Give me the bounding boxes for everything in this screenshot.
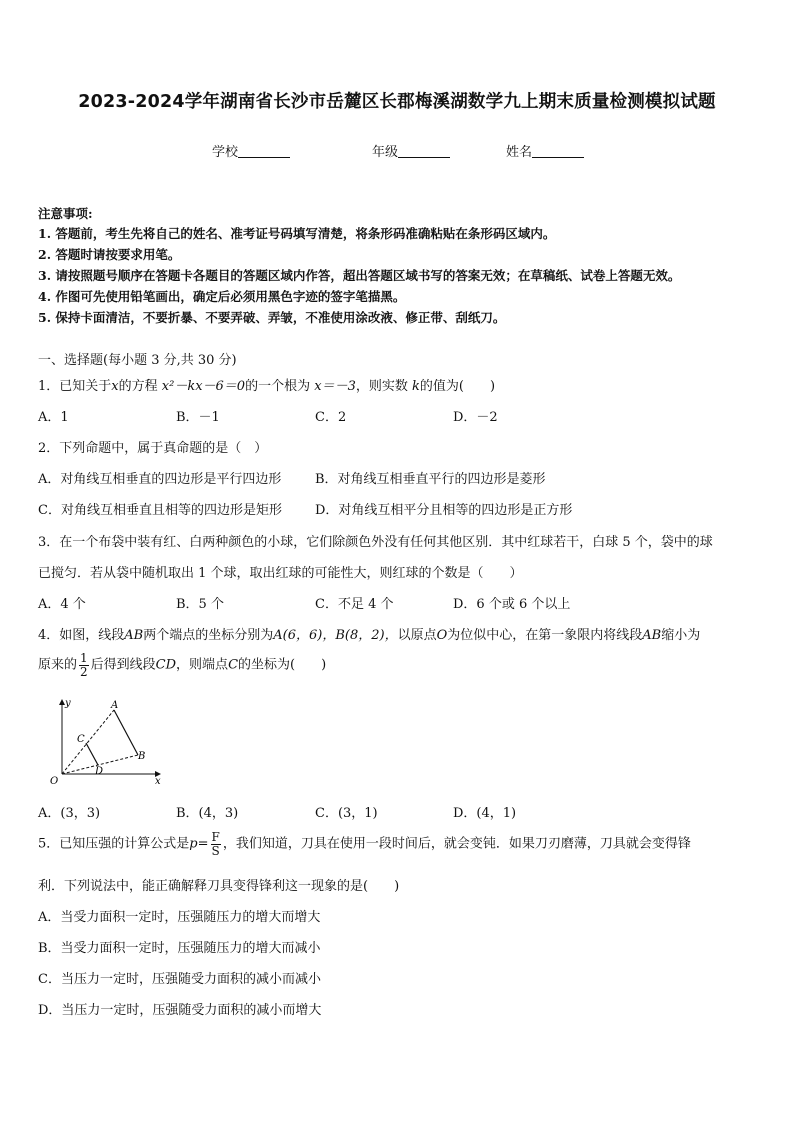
q1-var: x — [111, 379, 119, 394]
q1-text: ，则实数 — [355, 379, 408, 394]
q4-text: 两个端点的坐标分别为 — [143, 628, 274, 643]
q4-segment: AB — [642, 628, 662, 643]
q4-text: ，则端点 — [176, 657, 229, 673]
q1-option-c[interactable]: C．2 — [315, 410, 347, 425]
q4-text: 原来的 — [38, 657, 78, 673]
school-blank[interactable] — [238, 145, 290, 158]
note-item: 2. 答题时请按要求用笔。 — [38, 247, 181, 262]
note-item: 3. 请按照题号顺序在答题卡各题目的答题区域内作答，超出答题区域书写的答案无效；在草稿纸、试卷上答题无效。 — [38, 268, 681, 283]
q4-origin: O — [436, 628, 448, 643]
q3-stem-line1: 3．在一个布袋中装有红、白两种颜色的小球，它们除颜色外没有任何其他区别．其中红球若干，白球 5 个，袋中的球 — [38, 535, 713, 550]
point-d-label: D — [95, 766, 104, 777]
q4-segment: CD — [155, 657, 177, 673]
q5-text: 5．已知压强的计算公式是 — [38, 836, 190, 852]
q5-stem-line1 — [38, 831, 691, 857]
q4-fraction — [79, 652, 89, 678]
q2-option-d[interactable]: D．对角线互相平分且相等的四边形是正方形 — [315, 503, 573, 518]
section-heading: 一、选择题(每小题 3 分,共 30 分) — [38, 353, 237, 368]
q1-equation: x²－kx－6＝0 — [161, 379, 246, 394]
q3-option-a[interactable]: A．4 个 — [38, 597, 86, 612]
point-a-label: A — [111, 700, 119, 711]
x-axis-label: x — [155, 776, 161, 786]
fraction-denominator: S — [211, 843, 220, 858]
q2-option-c[interactable]: C．对角线互相垂直且相等的四边形是矩形 — [38, 503, 282, 518]
segment-ab — [114, 710, 138, 755]
note-item: 5. 保持卡面清洁，不要折暴、不要弄破、弄皱，不准使用涂改液、修正带、刮纸刀。 — [38, 310, 506, 325]
oa-dashed-line — [62, 710, 114, 774]
q4-option-c[interactable]: C．(3，1) — [315, 806, 378, 821]
q5-formula: p= — [189, 836, 209, 852]
q4-point: A(6，6)， — [273, 628, 336, 643]
name-label: 姓名 — [506, 145, 533, 160]
note-item: 1. 答题前，考生先将自己的姓名、准考证号码填写清楚，将条形码准确粘贴在条形码区域内。 — [38, 226, 556, 241]
q4-text: 缩小为 — [661, 628, 701, 643]
q4-text: 的坐标为( ) — [238, 657, 327, 673]
q1-option-b[interactable]: B．－1 — [176, 410, 220, 425]
q5-option-b[interactable]: B．当受力面积一定时，压强随压力的增大而减小 — [38, 941, 321, 956]
name-blank[interactable] — [532, 145, 584, 158]
q3-stem-line2: 已搅匀．若从袋中随机取出 1 个球，取出红球的可能性大，则红球的个数是（ ） — [38, 566, 523, 581]
q4-stem-line2 — [38, 652, 326, 678]
q5-option-d[interactable]: D．当压力一定时，压强随受力面积的减小而增大 — [38, 1003, 322, 1018]
q2-option-b[interactable]: B．对角线互相垂直平行的四边形是菱形 — [315, 472, 546, 487]
fraction-numerator: 1 — [80, 651, 88, 665]
q4-option-b[interactable]: B．(4，3) — [176, 806, 239, 821]
q3-option-b[interactable]: B．5 个 — [176, 597, 224, 612]
school-label: 学校 — [212, 145, 239, 160]
q5-stem-line2: 利．下列说法中，能正确解释刀具变得锋利这一现象的是( ) — [38, 879, 400, 894]
q1-text: 1．已知关于 — [38, 379, 112, 394]
q2-option-a[interactable]: A．对角线互相垂直的四边形是平行四边形 — [38, 472, 282, 487]
q4-option-a[interactable]: A．(3，3) — [38, 806, 101, 821]
grade-label: 年级 — [372, 145, 399, 160]
fraction-numerator: F — [211, 830, 220, 844]
q5-text: ，我们知道，刀具在使用一段时间后，就会变钝．如果刀刃磨薄，刀具就会变得锋 — [222, 836, 691, 852]
q3-option-d[interactable]: D．6 个或 6 个以上 — [453, 597, 571, 612]
q4-text: 为位似中心，在第一象限内将线段 — [447, 628, 643, 643]
point-c-label: C — [77, 734, 85, 745]
q4-text: 以原点 — [397, 628, 437, 643]
origin-label: O — [50, 776, 59, 786]
grade-blank[interactable] — [398, 145, 450, 158]
q1-text: 的值为( ) — [419, 379, 496, 394]
point-b-label: B — [138, 751, 146, 762]
coordinate-figure — [34, 696, 168, 786]
q1-text: 的方程 — [118, 379, 158, 394]
fraction-denominator: 2 — [80, 664, 88, 679]
segment-cd — [86, 743, 98, 765]
q1-option-d[interactable]: D．－2 — [453, 410, 498, 425]
note-item: 4. 作图可先使用铅笔画出，确定后必须用黑色字迹的签字笔描黑。 — [38, 289, 406, 304]
q1-root: x＝－3 — [314, 379, 356, 394]
grade-field — [372, 141, 450, 160]
name-field — [506, 141, 584, 160]
q5-option-a[interactable]: A．当受力面积一定时，压强随压力的增大而增大 — [38, 910, 321, 925]
q4-point: C — [228, 657, 239, 673]
school-field — [212, 141, 290, 160]
y-axis-label: y — [65, 698, 71, 709]
q3-option-c[interactable]: C．不足 4 个 — [315, 597, 394, 612]
page-title: 2023-2024学年湖南省长沙市岳麓区长郡梅溪湖数学九上期末质量检测模拟试题 — [78, 92, 716, 112]
q5-fraction — [211, 831, 221, 857]
q4-text: 4．如图，线段 — [38, 628, 125, 643]
q4-segment: AB — [124, 628, 144, 643]
q2-stem: 2．下列命题中，属于真命题的是（ ） — [38, 441, 268, 456]
q1-option-a[interactable]: A．1 — [38, 410, 69, 425]
q4-point: B(8，2)， — [335, 628, 398, 643]
q4-stem-line1 — [38, 624, 700, 643]
q1-var: k — [412, 379, 420, 394]
q4-option-d[interactable]: D．(4，1) — [453, 806, 517, 821]
q1-stem — [38, 375, 495, 394]
q1-text: 的一个根为 — [245, 379, 311, 394]
q4-text: 后得到线段 — [90, 657, 156, 673]
notes-heading: 注意事项: — [38, 206, 93, 221]
q5-option-c[interactable]: C．当压力一定时，压强随受力面积的减小而减小 — [38, 972, 321, 987]
